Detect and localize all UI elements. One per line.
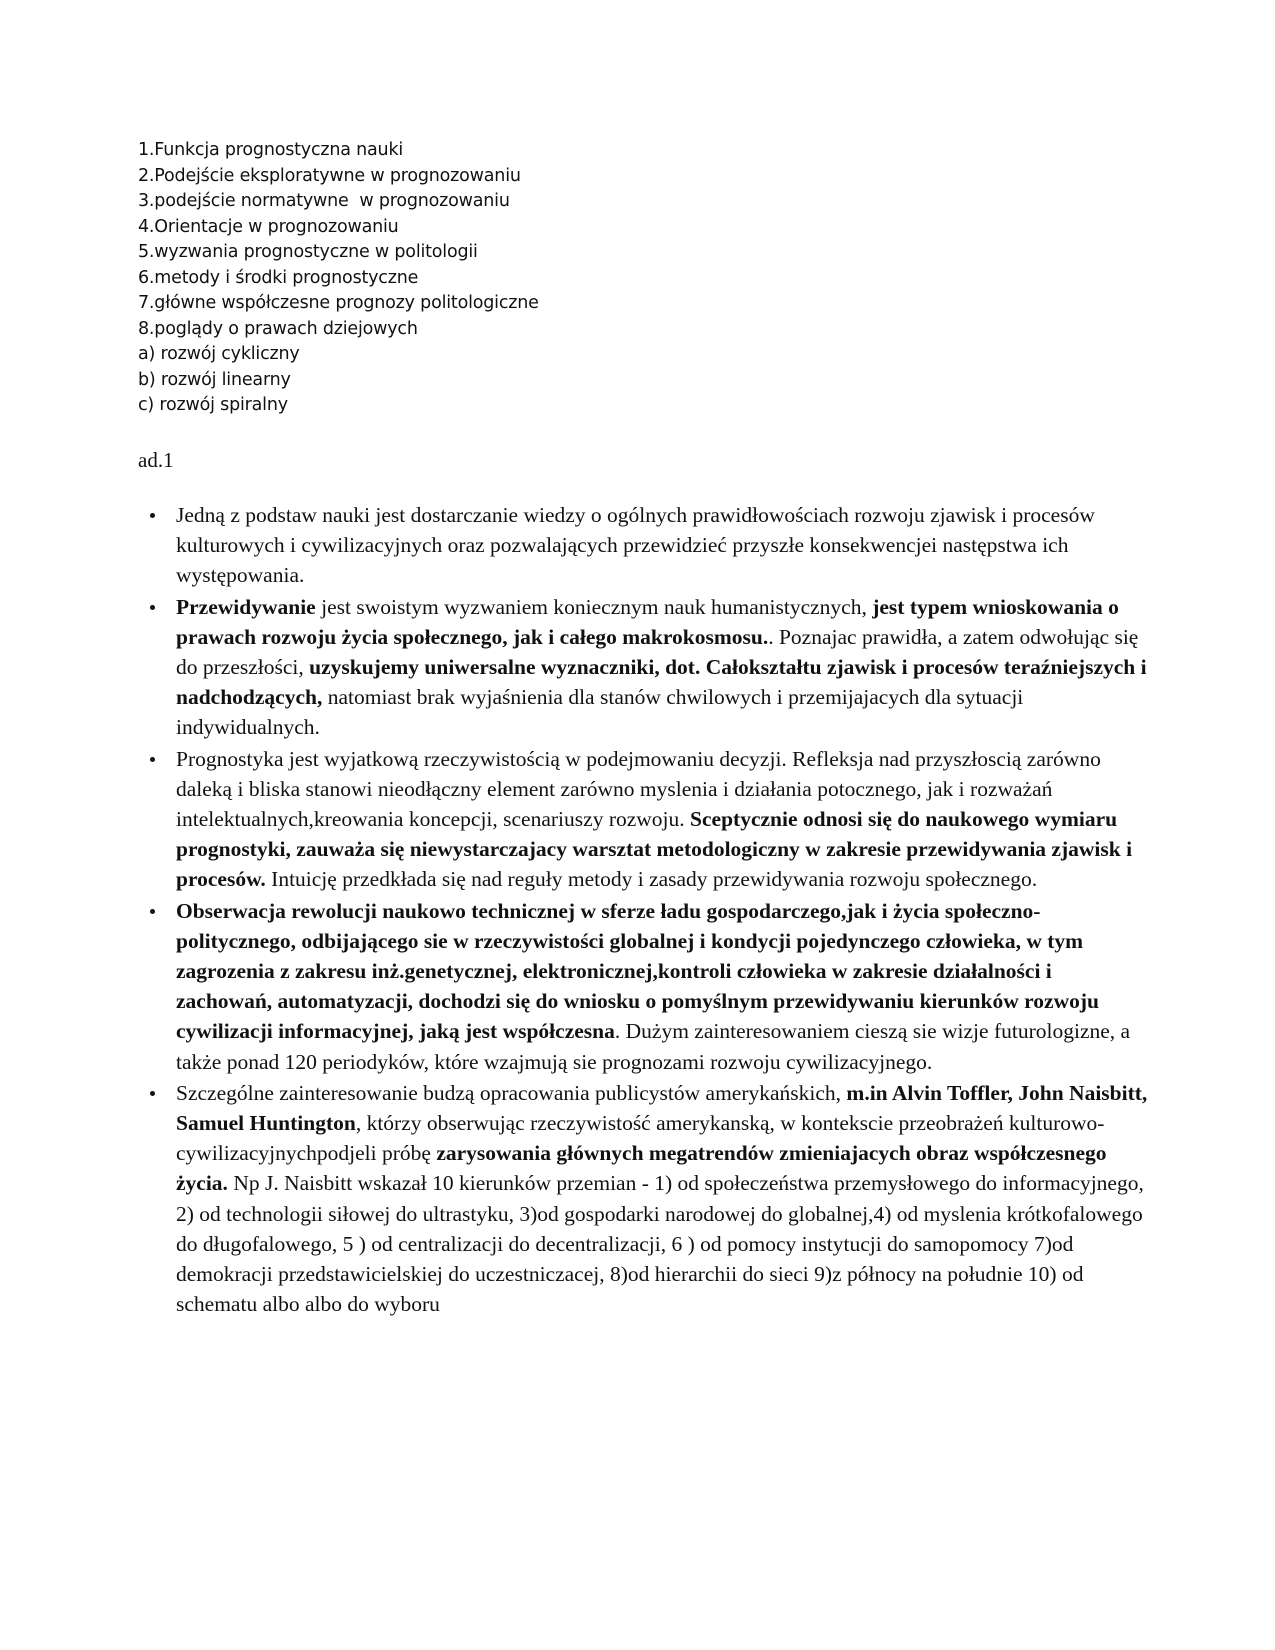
text-run: Jedną z podstaw nauki jest dostarczanie wiedzy o ogólnych prawidłowościach rozwoju zjawisk i procesów kulturowych i cywilizacyjnych oraz pozwalających przewidzieć przyszłe konsekwencjei następstwa ich występowania. bbox=[176, 503, 1095, 588]
agenda-line: 8.poglądy o prawach dziejowych bbox=[138, 318, 418, 339]
agenda-line: 4.Orientacje w prognozowaniu bbox=[138, 216, 399, 237]
bold-run: Sceptycznie odnosi się do naukowego wymiaru prognostyki, zauważa się niewystarczajacy warsztat metodologiczny w zakresie przewidywania zjawisk i procesów. bbox=[176, 807, 1133, 892]
bold-run: uzyskujemy uniwersalne wyznaczniki, dot. Całokształtu zjawisk i procesów teraźniejszych i nadchodzących, bbox=[176, 655, 1147, 710]
bullet-text bbox=[176, 500, 1148, 591]
bullet-item bbox=[138, 744, 1148, 895]
bold-run: m.in Alvin Toffler, John Naisbitt, Samuel Huntington bbox=[176, 1080, 1148, 1136]
agenda-line: 6.metody i środki prognostyczne bbox=[138, 267, 419, 288]
text-run: . Dużym zainteresowaniem cieszą sie wizje futurologizne, a także ponad 120 periodyków, które wzajmują sie prognozami rozwoju cywilizacyjnego. bbox=[176, 1019, 1131, 1074]
agenda-line: 1.Funkcja prognostyczna nauki bbox=[138, 140, 404, 160]
body-bullet-list bbox=[138, 500, 1148, 1320]
agenda-line: 7.główne współczesne prognozy politologiczne bbox=[138, 293, 539, 313]
agenda-line: c) rozwój spiralny bbox=[138, 395, 288, 415]
bullet-text bbox=[176, 896, 1148, 1077]
text-run: Prognostyka jest wyjatkową rzeczywistością w podejmowaniu decyzji. Refleksja nad przyszłoscią zarówno daleką i bliska stanowi nieodłączny element zarówno myslenia i działania potocznego, jak i rozważań intelektualnych,kreowania koncepcji, scenariuszy rozwoju. bbox=[176, 746, 1101, 832]
bullet-text bbox=[176, 592, 1148, 743]
bullet-item bbox=[138, 592, 1148, 743]
text-run: jest swoistym wyzwaniem koniecznym nauk humanistycznych, bbox=[315, 594, 873, 619]
agenda-line: 2.Podejście eksploratywne w prognozowaniu bbox=[138, 165, 521, 186]
bullet-item bbox=[138, 896, 1148, 1077]
agenda-line: b) rozwój linearny bbox=[138, 369, 291, 390]
bold-run: Obserwacja rewolucji naukowo technicznej w sferze ładu gospodarczego,jak i życia społeczno-politycznego, odbijającego sie w rzeczywistości globalnej i kondycji pojedynczego człowieka, w tym zagrozenia z zakresu inż.genetycznej, elektronicznej,kontroli człowieka w zakresie działalności i zachowań, automatyzacji, dochodzi się do wniosku o pomyślnym przewidywaniu kierunków rozwoju cywilizacji informacyjnej, jaką jest współczesna bbox=[176, 898, 1099, 1044]
bold-run: jest typem wnioskowania o prawach rozwoju życia społecznego, jak i całego makrokosmosu. bbox=[176, 594, 1119, 649]
bullet-text bbox=[176, 1078, 1148, 1320]
text-run: , którzy obserwując rzeczywistość amerykanską, w kontekscie przeobrażeń kulturowo-cywilizacyjnychpodjeli próbę bbox=[176, 1111, 1105, 1166]
bullet-text bbox=[176, 744, 1148, 895]
section-label: ad.1 bbox=[138, 448, 174, 472]
agenda-line: a) rozwój cykliczny bbox=[138, 344, 300, 364]
agenda-line: 5.wyzwania prognostyczne w politologii bbox=[138, 242, 478, 262]
bold-run: zarysowania głównych megatrendów zmieniajacych obraz współczesnego życia. bbox=[176, 1141, 1107, 1196]
text-run: Np J. Naisbitt wskazał 10 kierunków przemian - 1) od społeczeństwa przemysłowego do informacyjnego, 2) od technologii siłowej do ultrastyku, 3)od gospodarki narodowej do globalnej,4) od myslenia krótkofalowego do długofalowego, 5 ) od centralizacji do decentralizacji, 6 ) od pomocy instytucji do samopomocy 7)od demokracji przedstawicielskiej do uczestniczacej, 8)od hierarchii do sieci 9)z północy na południe 10) od schematu albo albo do wyboru bbox=[176, 1171, 1144, 1317]
bold-run: Przewidywanie bbox=[176, 594, 316, 619]
text-run: natomiast brak wyjaśnienia dla stanów chwilowych i przemijajacych dla sytuacji indywidualnych. bbox=[176, 685, 1024, 740]
bullet-item bbox=[138, 1078, 1148, 1320]
text-run: Szczególne zainteresowanie budzą opracowania publicystów amerykańskich, bbox=[176, 1080, 847, 1105]
bullet-item bbox=[138, 500, 1148, 591]
agenda-line: 3.podejście normatywne w prognozowaniu bbox=[138, 191, 510, 211]
agenda-list bbox=[138, 138, 1038, 419]
text-run: . Poznajac prawidła, a zatem odwołując się do przeszłości, bbox=[176, 624, 1139, 680]
text-run: Intuicję przedkłada się nad reguły metody i zasady przewidywania rozwoju społecznego. bbox=[265, 867, 1038, 892]
